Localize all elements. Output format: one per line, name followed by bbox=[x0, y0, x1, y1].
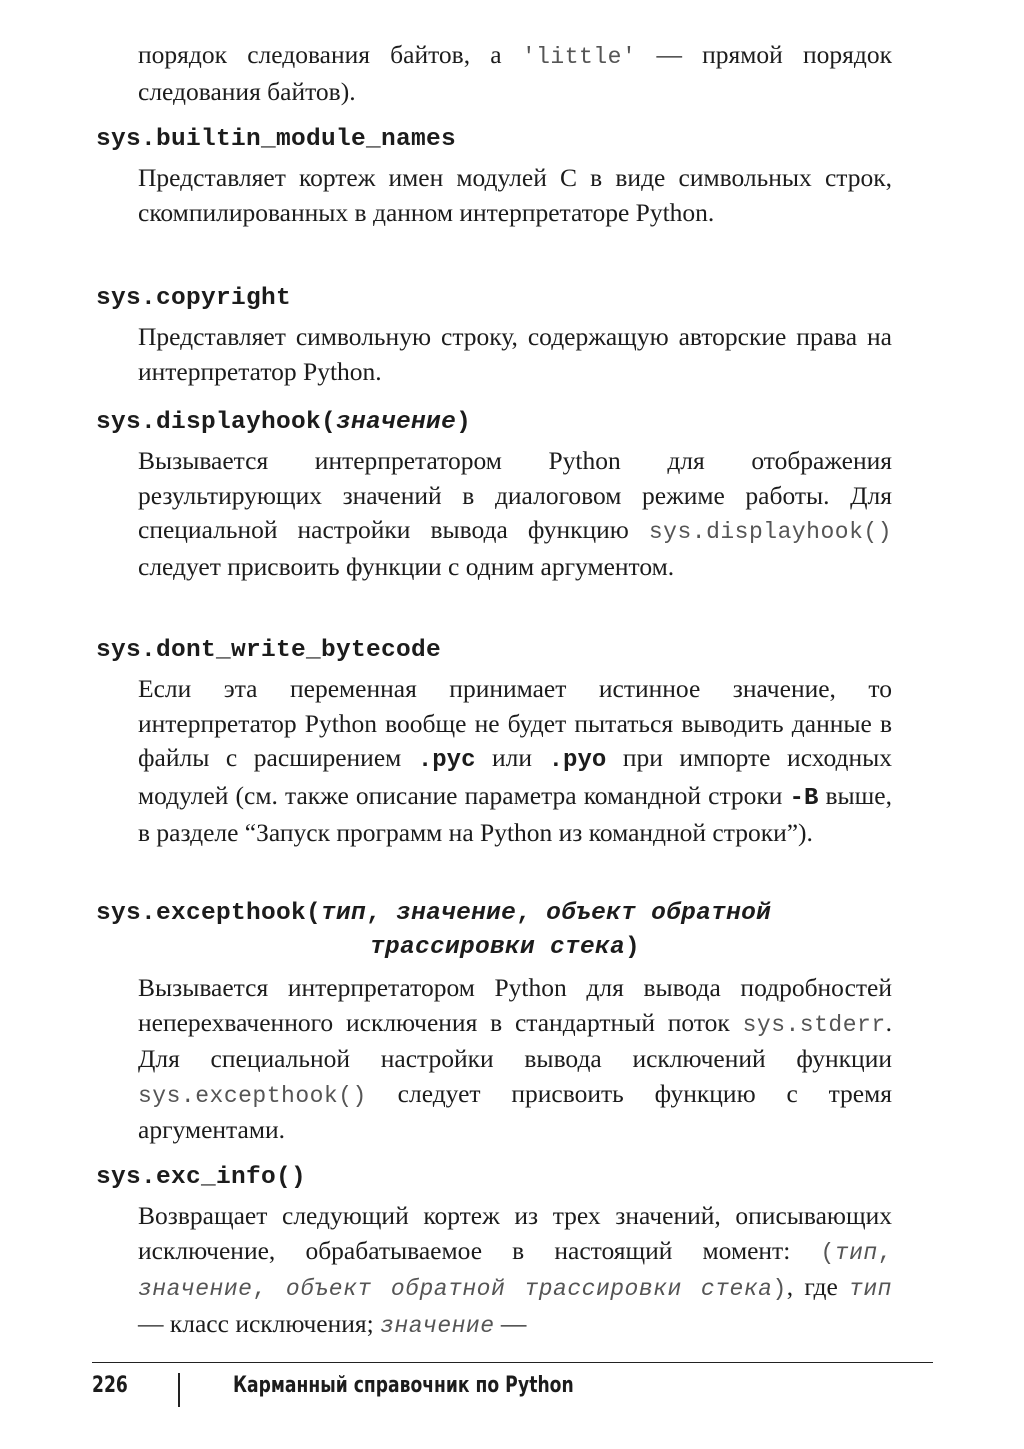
argument-type: тип bbox=[321, 900, 367, 927]
entry-description-displayhook bbox=[138, 444, 892, 584]
footer-divider bbox=[92, 1362, 933, 1363]
extension-pyc: .pyc bbox=[417, 747, 476, 774]
code-literal: 'little' bbox=[521, 44, 637, 70]
text: Вызывается интерпретатором Python для вывода подробностей неперехваченного исключения в стандартный поток bbox=[138, 973, 892, 1037]
code-literal: , bbox=[252, 1276, 286, 1302]
code-italic: значение bbox=[138, 1276, 253, 1302]
entry-description-excepthook bbox=[138, 971, 892, 1148]
entry-heading-copyright: sys.copyright bbox=[96, 285, 292, 312]
code-literal: sys.excepthook() bbox=[138, 1082, 367, 1109]
text: следует присвоить функции с одним аргументом. bbox=[138, 551, 675, 581]
footer-separator bbox=[178, 1373, 180, 1407]
text: или bbox=[475, 743, 549, 772]
text: — bbox=[494, 1308, 527, 1338]
code-italic: тип bbox=[834, 1239, 878, 1266]
argument-traceback-continued: трассировки стека bbox=[370, 934, 626, 961]
function-name: sys.displayhook( bbox=[96, 409, 337, 436]
page-number: 226 bbox=[92, 1373, 128, 1398]
separator: , bbox=[516, 900, 547, 927]
text: следует присвоить функцию с тремя аргументами. bbox=[138, 1078, 892, 1144]
function-name: sys.excepthook( bbox=[96, 900, 322, 927]
code-literal: sys.stderr bbox=[742, 1011, 886, 1038]
text: . Для специальной настройки вывода исключений функции bbox=[138, 1007, 892, 1073]
extension-pyo: .pyo bbox=[548, 747, 607, 774]
code-literal: ( bbox=[820, 1239, 835, 1266]
option-b: -B bbox=[789, 784, 819, 812]
code-italic: объект обратной трассировки стека bbox=[285, 1276, 773, 1302]
argument: значение bbox=[336, 409, 457, 436]
text: при импорте исходных модулей (см. также описание параметра командной строки bbox=[138, 743, 892, 810]
close-paren: ) bbox=[625, 934, 641, 961]
text: — прямой порядок следования байтов). bbox=[138, 40, 892, 106]
text: , где bbox=[786, 1272, 850, 1301]
entry-heading-excepthook bbox=[96, 897, 771, 931]
entry-heading-displayhook bbox=[96, 406, 471, 440]
entry-heading-excepthook-continued bbox=[370, 931, 640, 965]
code-italic: значение bbox=[380, 1312, 495, 1339]
entry-description-dont-write-bytecode bbox=[138, 672, 892, 851]
code-literal: sys.displayhook() bbox=[648, 519, 892, 545]
text: выше, в разделе “Запуск программ на Python из командной строки”). bbox=[138, 780, 892, 847]
text: Если эта переменная принимает истинное значение, то интерпретатор Python вообще не будет пытаться выводить данные в файлы с расширением bbox=[138, 674, 892, 772]
entry-heading-exc-info: sys.exc_info() bbox=[96, 1164, 307, 1191]
argument-value: значение bbox=[396, 900, 517, 927]
code-literal: ) bbox=[772, 1276, 787, 1302]
entry-description-exc-info bbox=[138, 1199, 892, 1343]
entry-heading-builtin-module-names: sys.builtin_module_names bbox=[96, 126, 457, 153]
separator: , bbox=[366, 900, 397, 927]
book-title: Карманный справочник по Python bbox=[233, 1373, 574, 1398]
entry-description-copyright: Представляет символьную строку, содержащую авторские права на интерпретатор Python. bbox=[138, 322, 892, 386]
code-italic: тип bbox=[849, 1276, 892, 1302]
paragraph-byteorder-continued bbox=[138, 38, 892, 109]
text: — класс исключения; bbox=[138, 1308, 381, 1338]
text: Вызывается интерпретатором Python для отображения результирующих значений в диалоговом режиме работы. Для специальной настройки вывода функцию bbox=[138, 446, 892, 544]
code-literal: , bbox=[877, 1239, 892, 1266]
close-paren: ) bbox=[456, 409, 472, 436]
entry-heading-dont-write-bytecode: sys.dont_write_bytecode bbox=[96, 637, 442, 664]
text: порядок следования байтов, а bbox=[138, 40, 522, 69]
text: Возвращает следующий кортеж из трех значений, описывающих исключение, обрабатываемое в настоящий момент: bbox=[138, 1201, 892, 1265]
entry-description-builtin-module-names: Представляет кортеж имен модулей C в виде символьных строк, скомпилированных в данном интерпретаторе Python. bbox=[138, 163, 892, 227]
argument-traceback: объект обратной bbox=[546, 900, 772, 927]
